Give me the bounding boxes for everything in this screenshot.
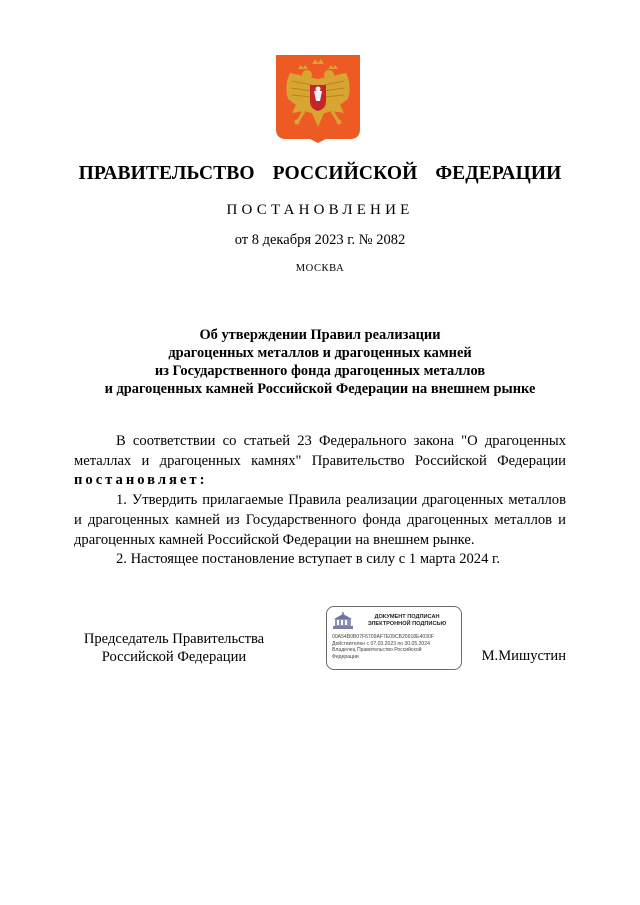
- document-body: [74, 432, 566, 570]
- subject-line: из Государственного фонда драгоценных металлов: [154, 363, 486, 379]
- stamp-title-line: ДОКУМЕНТ ПОДПИСАН: [374, 614, 440, 620]
- item-1-paragraph: 1. Утвердить прилагаемые Правила реализации драгоценных металлов и драгоценных камней из Государственного фонда драгоценных металлов и драгоценных камней Российской Федерации на внешнем рынке.: [74, 492, 566, 548]
- stamp-owner: Федерации: [332, 653, 359, 660]
- stamp-details: [332, 634, 457, 660]
- subject-line: Об утверждении Правил реализации: [199, 327, 441, 343]
- stamp-validity: Действителен с 07.03.2023 по 30.05.2024: [332, 640, 430, 647]
- document-city: МОСКВА: [295, 263, 345, 274]
- preamble-paragraph: [74, 432, 566, 491]
- item-2-paragraph: 2. Настоящее постановление вступает в силу с 1 марта 2024 г.: [116, 551, 501, 568]
- government-building-icon: [332, 612, 354, 630]
- decree-word: постановляет:: [74, 472, 208, 489]
- coat-of-arms-emblem: [276, 55, 360, 143]
- government-title: ПРАВИТЕЛЬСТВО РОССИЙСКОЙ ФЕДЕРАЦИИ: [78, 163, 562, 184]
- subject-line: и драгоценных камней Российской Федерации на внешнем рынке: [104, 381, 536, 397]
- signer-role-line: Председатель Правительства: [83, 631, 265, 647]
- document-kind: ПОСТАНОВЛЕНИЕ: [226, 202, 414, 218]
- stamp-certificate: 00A54B0B07F6709AF7E09CB20918E4030F: [332, 634, 434, 640]
- document-date-number: от 8 декабря 2023 г. № 2082: [234, 232, 406, 248]
- signer-name: М.Мишустин: [481, 648, 566, 664]
- signer-role-line: Российской Федерации: [101, 649, 247, 665]
- preamble-text: В соответствии со статьей 23 Федерального закона "О драгоценных металлах и драгоценных камнях" Правительство Российской Федерации: [74, 433, 566, 469]
- stamp-owner: Владелец Правительство Российской: [332, 647, 422, 654]
- stamp-title: [357, 614, 457, 628]
- signer-role: [74, 630, 274, 666]
- subject-line: драгоценных металлов и драгоценных камней: [168, 345, 472, 361]
- stamp-title-line: ЭЛЕКТРОННОЙ ПОДПИСЬЮ: [367, 621, 447, 627]
- electronic-signature-stamp: [326, 606, 462, 670]
- document-subject: [60, 326, 580, 398]
